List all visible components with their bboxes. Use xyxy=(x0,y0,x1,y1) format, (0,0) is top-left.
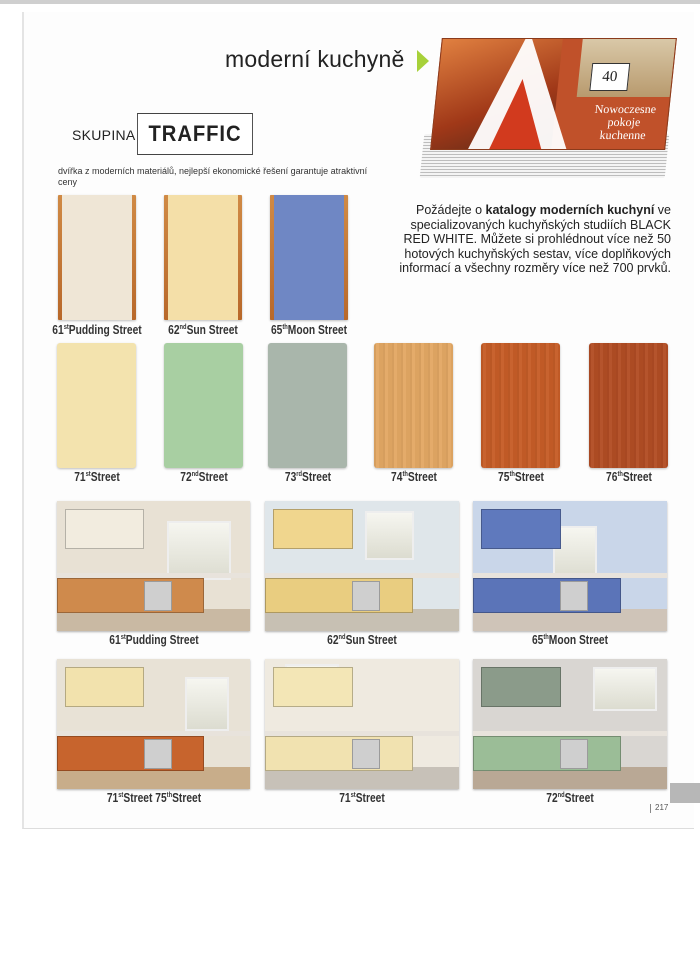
door-swatch xyxy=(589,343,668,468)
page-number: 217 xyxy=(655,803,669,812)
door-swatch xyxy=(164,195,242,320)
swatch-caption: 65thMoon Street xyxy=(531,633,609,647)
catalog-stack-image xyxy=(418,38,673,184)
swatch-caption: 72ndStreet xyxy=(180,470,228,484)
door-swatch xyxy=(481,343,560,468)
swatch-caption: 72ndStreet xyxy=(546,791,594,805)
door-swatch xyxy=(57,343,136,468)
swatch-caption: 61stPudding Street xyxy=(109,633,199,647)
kitchen-photo xyxy=(265,501,459,631)
catalog-cover-title: Nowoczesne pokoje kuchenne xyxy=(594,102,657,142)
door-swatch xyxy=(374,343,453,468)
kitchen-photo xyxy=(473,659,667,789)
swatch-caption: 62ndSun Street xyxy=(327,633,397,647)
promo-text: Požádejte o katalogy moderních kuchyní ve specializovaných kuchyňských studiích BLACK RED WHITE. Můžete si prohlédnout více než 50 hotových kuchyňských sestav, více doplňkových informací a všechny rozměry více než 700 prvků. xyxy=(399,203,671,275)
page-edge-tab xyxy=(670,783,700,803)
group-name-box xyxy=(137,113,253,155)
door-swatch xyxy=(164,343,243,468)
swatch-caption: 71stStreet 75thStreet xyxy=(106,791,202,805)
door-swatch xyxy=(58,195,136,320)
swatch-caption: 71stStreet xyxy=(74,470,120,484)
kitchen-photo xyxy=(473,501,667,631)
swatch-caption: 74thStreet xyxy=(391,470,437,484)
kitchen-photo xyxy=(265,659,459,789)
swatch-caption: 65thMoon Street xyxy=(270,323,348,337)
group-name: TRAFFIC xyxy=(148,121,242,146)
swatch-caption: 76thStreet xyxy=(606,470,652,484)
door-swatch xyxy=(270,195,348,320)
kitchen-photo xyxy=(57,501,250,631)
swatch-caption: 75thStreet xyxy=(498,470,544,484)
swatch-caption: 73rdStreet xyxy=(284,470,332,484)
door-swatch xyxy=(268,343,347,468)
page-number-divider xyxy=(650,804,651,813)
group-label: SKUPINA xyxy=(72,127,136,143)
promo-highlight: katalogy moderních kuchyní xyxy=(485,203,655,217)
swatch-caption: 71stStreet xyxy=(339,791,385,805)
group-description: dvířka z moderních materiálů, nejlepší ekonomické řešení garantuje atraktivní ceny xyxy=(58,166,368,187)
scan-top-edge xyxy=(0,0,700,4)
page-title: moderní kuchyně xyxy=(225,46,405,72)
swatch-caption: 61stPudding Street xyxy=(52,323,142,337)
catalog-cover xyxy=(430,38,677,150)
swatch-caption: 62ndSun Street xyxy=(168,323,238,337)
catalog-badge: 40 xyxy=(589,63,630,91)
kitchen-photo xyxy=(57,659,250,789)
